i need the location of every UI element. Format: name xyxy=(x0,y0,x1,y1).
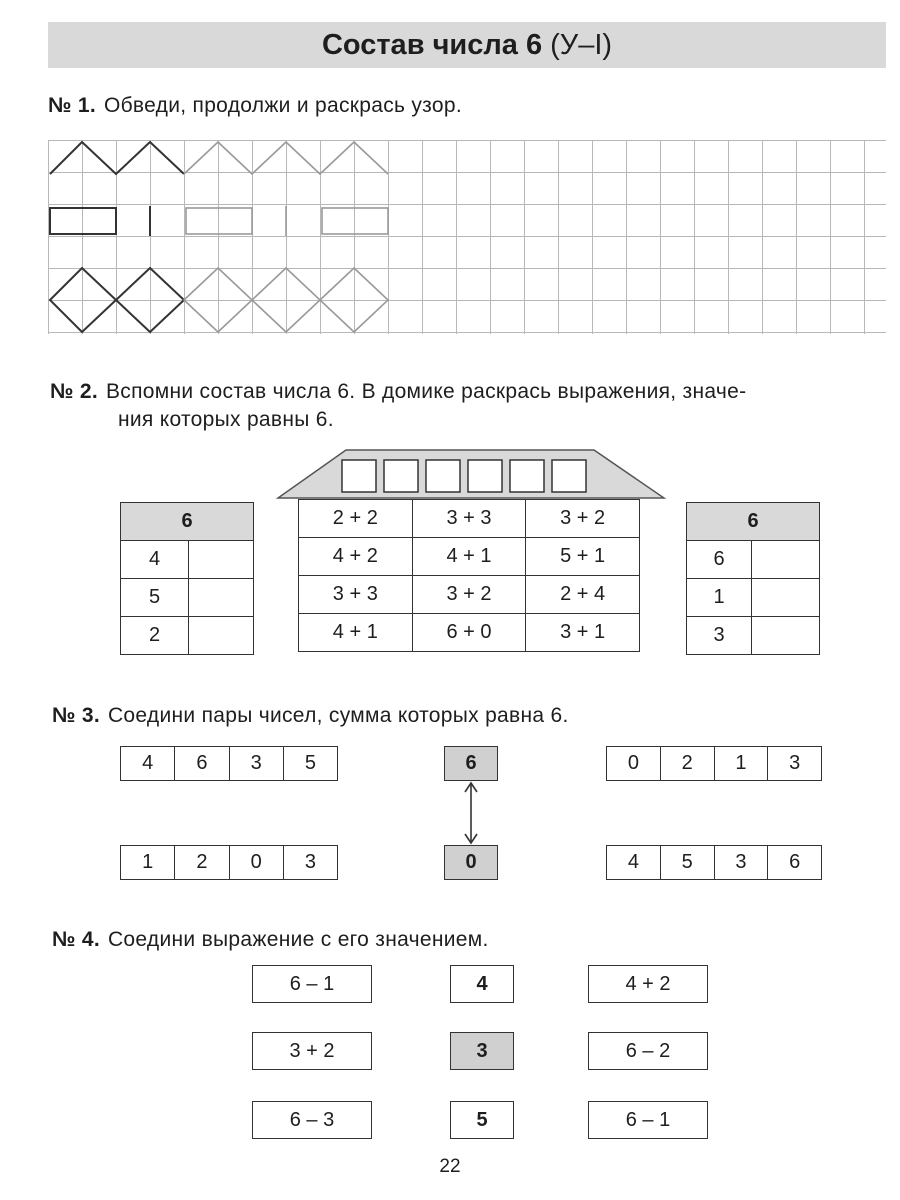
expression-cell[interactable]: 6 + 0 xyxy=(412,614,526,652)
expression-cell[interactable]: 3 + 2 xyxy=(412,576,526,614)
double-arrow-icon xyxy=(460,780,482,846)
number-cell[interactable]: 5 xyxy=(661,846,715,879)
composition-table-left xyxy=(120,502,254,655)
expression-cell[interactable]: 3 + 1 xyxy=(526,614,640,652)
number-cell[interactable]: 0 xyxy=(230,846,284,879)
number-cell[interactable]: 3 xyxy=(304,851,316,873)
number-cell[interactable]: 5 xyxy=(304,752,316,774)
table-cell: 4 xyxy=(121,541,189,579)
task4-heading: № 4. Соедини выражение с его значением. xyxy=(52,928,489,951)
expression-box[interactable]: 6 – 1 xyxy=(252,965,372,1003)
number-cell[interactable]: 3 xyxy=(715,846,769,879)
number-cell[interactable]: 1 xyxy=(715,747,769,780)
table-cell: 2 xyxy=(121,617,189,655)
expression-cell[interactable]: 3 + 2 xyxy=(526,500,640,538)
expression-cell[interactable]: 2 + 2 xyxy=(299,500,413,538)
expression-cell[interactable]: 3 + 3 xyxy=(299,576,413,614)
page-number: 22 xyxy=(439,1156,461,1177)
page-title: Состав числа 6 (У–I) xyxy=(321,28,613,61)
table-cell: 5 xyxy=(121,579,189,617)
blank-cell[interactable] xyxy=(189,579,254,617)
blank-cell[interactable] xyxy=(752,617,820,655)
table-cell: 1 xyxy=(687,579,752,617)
task2-heading: № 2. Вспомни состав числа 6. В домике раскрась выражения, значе- xyxy=(50,380,747,403)
blank-cell[interactable] xyxy=(752,579,820,617)
table-header: 6 xyxy=(121,503,254,541)
blank-cell[interactable] xyxy=(752,541,820,579)
number-cell[interactable]: 3 xyxy=(789,752,801,774)
value-box[interactable]: 3 xyxy=(450,1032,514,1070)
number-cell[interactable]: 4 xyxy=(607,846,661,879)
blank-cell[interactable] xyxy=(189,541,254,579)
number-cell[interactable]: 6 xyxy=(789,851,801,873)
value-box[interactable]: 5 xyxy=(450,1101,514,1139)
number-cell[interactable]: 2 xyxy=(661,747,715,780)
expression-cell[interactable]: 5 + 1 xyxy=(526,538,640,576)
number-strip-bottom-right xyxy=(606,845,822,880)
expression-box[interactable]: 6 – 2 xyxy=(588,1032,708,1070)
number-strip-top-right xyxy=(606,746,822,781)
blank-cell[interactable] xyxy=(189,617,254,655)
center-number-top[interactable]: 6 xyxy=(444,746,498,781)
value-box[interactable]: 4 xyxy=(450,965,514,1003)
expression-box[interactable]: 4 + 2 xyxy=(588,965,708,1003)
number-cell[interactable]: 0 xyxy=(607,747,661,780)
number-strip-bottom-left xyxy=(120,845,338,880)
number-cell[interactable]: 4 xyxy=(121,747,175,780)
number-cell[interactable]: 6 xyxy=(175,747,229,780)
house-expressions xyxy=(298,499,640,652)
task1-heading: № 1. Обведи, продолжи и раскрась узор. xyxy=(48,94,462,117)
expression-cell[interactable]: 4 + 1 xyxy=(412,538,526,576)
expression-box[interactable]: 6 – 3 xyxy=(252,1101,372,1139)
number-cell[interactable]: 3 xyxy=(230,747,284,780)
number-cell[interactable]: 2 xyxy=(175,846,229,879)
composition-table-right xyxy=(686,502,820,655)
expression-cell[interactable]: 2 + 4 xyxy=(526,576,640,614)
center-number-bottom[interactable]: 0 xyxy=(444,845,498,880)
pattern-grid xyxy=(48,140,886,334)
table-cell: 3 xyxy=(687,617,752,655)
number-cell[interactable]: 1 xyxy=(121,846,175,879)
table-cell: 6 xyxy=(687,541,752,579)
number-strip-top-left xyxy=(120,746,338,781)
task2-heading-cont: ния которых равны 6. xyxy=(118,408,334,431)
expression-box[interactable]: 6 – 1 xyxy=(588,1101,708,1139)
task3-heading: № 3. Соедини пары чисел, сумма которых равна 6. xyxy=(52,704,569,727)
expression-box[interactable]: 3 + 2 xyxy=(252,1032,372,1070)
house-roof xyxy=(276,446,666,502)
expression-cell[interactable]: 4 + 1 xyxy=(299,614,413,652)
table-header: 6 xyxy=(687,503,820,541)
expression-cell[interactable]: 4 + 2 xyxy=(299,538,413,576)
expression-cell[interactable]: 3 + 3 xyxy=(412,500,526,538)
